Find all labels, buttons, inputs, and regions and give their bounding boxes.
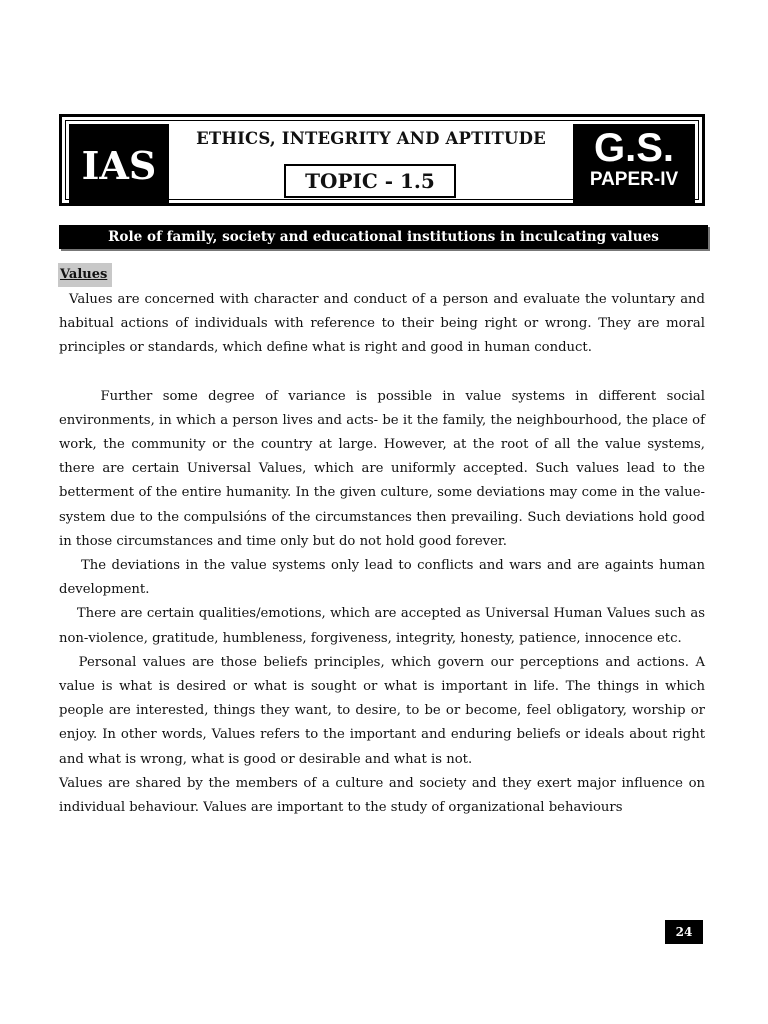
gs-paper-badge <box>573 124 695 206</box>
section-title-banner: Role of family, society and educational institutions in inculcating values <box>59 225 708 249</box>
topic-label: TOPIC - 1.5 <box>284 164 456 198</box>
paragraph: There are certain qualities/emotions, which are accepted as Universal Human Values such as non-violence, gratitude, humbleness, forgiveness, integrity, honesty, patience, innocence etc. <box>59 606 705 646</box>
paragraph: Personal values are those beliefs principles, which govern our perceptions and actions. A value is what is desired or what is sought or what is important in life. The things in which people are interested, things they want, to desire, to be or become, feel obligatory, worship or enjoy. In other words, Values refers to the important and enduring beliefs or ideals about right and what is wrong, what is good or desirable and what is not. <box>59 654 705 767</box>
paragraph: Further some degree of variance is possible in value systems in different social environments, in which a person lives and acts- be it the family, the neighbourhood, the place of work, the community or the country at large. However, at the root of all the value systems, there are certain Universal Values, which are uniformly accepted. Such values lead to the betterment of the entire humanity. In the given culture, some deviations may come in the value-system due to the compulsións of the circumstances then prevailing. Such deviations hold good in those circumstances and time only but do not hold good forever. <box>59 388 705 549</box>
document-header <box>59 114 705 206</box>
paragraph: The deviations in the value systems only lead to conflicts and wars and are againts human development. <box>59 558 705 598</box>
ias-badge: IAS <box>69 124 169 206</box>
gs-badge-title: G.S. <box>593 126 675 170</box>
subject-title: ETHICS, INTEGRITY AND APTITUDE <box>196 129 546 148</box>
values-subheading: Values <box>58 263 112 287</box>
header-inner-frame <box>65 120 699 200</box>
page-number: 24 <box>665 920 703 944</box>
paragraph: Values are concerned with character and conduct of a person and evaluate the voluntary and habitual actions of individuals with reference to their being right or wrong. They are moral principles or standards, which define what is right and good in human conduct. <box>59 292 705 356</box>
gs-badge-paper: PAPER-IV <box>589 169 679 190</box>
body-text <box>59 288 705 820</box>
paragraph: Values are shared by the members of a culture and society and they exert major influence on individual behaviour. Values are important to the study of organizational behaviours <box>59 775 705 816</box>
